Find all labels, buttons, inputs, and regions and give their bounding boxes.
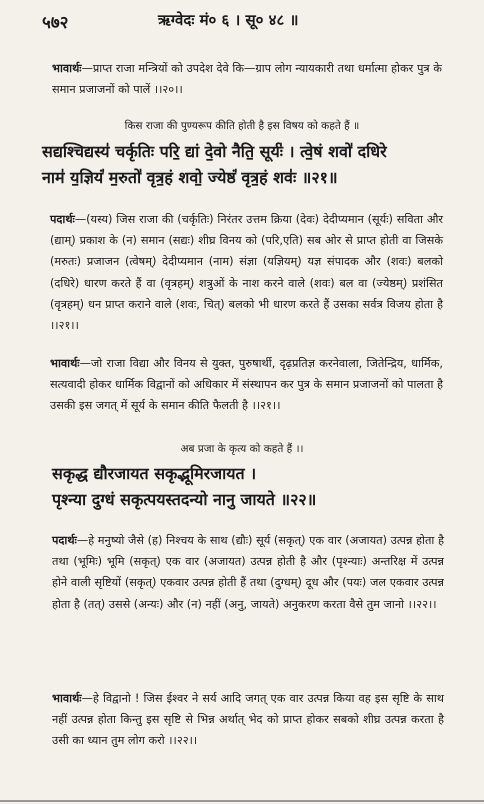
padartha-label: पदार्थः <box>50 213 75 226</box>
bottom-edge-divider <box>0 800 484 802</box>
padartha-paragraph-1 <box>50 209 443 336</box>
bhavartha-text: —हे विद्वानो ! जिस ईश्वर ने सर्य आदि जगत् एक वार उत्पन्न किया वह इस सृष्टि के साथ नहीं उत्पन्न होता किन्तु इस सृष्टि से भिन्न अर्थात् भेद को प्राप्त होकर सबको शीघ्र उत्पन्न करता है उसी का ध्यान तुम लोग करो ।।२२।। <box>52 692 444 748</box>
bhavartha-label: भावार्थः <box>50 357 80 370</box>
subject-intro-1: किस राजा की पुण्यरूप कीति होती है इस विषय को कहते हैं ॥ <box>124 120 360 132</box>
padartha-text: —हे मनुष्यो जैसे (ह) निश्चय के साथ (द्यौः) सूर्य (सकृत्) एक वार (अजायत) उत्पन्न होता है तथा (भूमिः) भूमि (सकृत्) एक वार (अजायत) उत्पन्न होती है और (पृश्न्याः) अन्तरिक्ष में उत्पन्न होने वाली सृष्टियों (सकृत्) एकवार उत्पन्न होती हैं तथा (दुग्धम्) दूध और (पयः) जल एकवार उत्पन्न होता है (तत्) उससे (अन्यः) और (न) नहीं (अनु, जायते) अनुकरण करता वैसे तुम जानो ।।२२।। <box>52 534 444 611</box>
bhavartha-label: भावार्थः <box>52 692 82 705</box>
verse-22-line-2: पृश्न्या दुग्धं सकृत्पयस्तदन्यो नानु जायते ॥२२॥ <box>52 490 317 509</box>
running-head: ऋग्वेदः मं० ६ । सू० ४८ ॥ <box>158 11 299 29</box>
bhavartha-text: —प्राप्त राजा मन्त्रियों को उपदेश देवे कि—ग्राप लोग न्यायकारी तथा धर्मात्मा होकर पुत्र के समान प्रजाजनों को पालें ।।२०।। <box>52 62 442 97</box>
verse-22 <box>52 461 452 513</box>
verse-21-line-2: नाम॑ य॒ज्ञियं॑ म॒रुतो॑ वृत्र॒हं शवो॒ ज्येष्ठं॑ वृत्र॒हं शवः॑ ॥२१॥ <box>42 168 338 187</box>
verse-22-line-1: सकृद्ध द्यौरजायत सकृद्भूमिरजायत । <box>52 464 257 483</box>
bhavartha-label: भावार्थः <box>52 62 82 75</box>
verse-21 <box>42 139 452 191</box>
bhavartha-paragraph-2 <box>50 353 443 417</box>
page-number: ५७२ <box>42 13 69 33</box>
padartha-paragraph-2 <box>52 530 444 615</box>
bhavartha-paragraph-3 <box>52 688 444 752</box>
bhavartha-paragraph-1 <box>52 58 442 100</box>
padartha-label: पदार्थः <box>52 534 77 547</box>
bhavartha-text: —जो राजा विद्या और विनय से युक्त, पुरुषार्थी, दृढ़प्रतिज्ञ करनेवाला, जितेन्द्रिय, धार्मिक, सत्यवादी होकर धार्मिक विद्वानों को अधिकार में संस्थापन कर पुत्र के समान प्रजाजनों को पालता है उसकी इस जगत् में सूर्य के समान कीति फैलती है ।।२१।। <box>50 357 443 413</box>
padartha-text: —(यस्य) जिस राजा की (चर्कृतिः) निरंतर उत्तम क्रिया (देवः) देदीप्यमान (सूर्यः) सविता और (द्याम्) प्रकाश के (न) समान (सद्यः) शीघ्र विनय को (परि,एति) सब ओर से प्राप्त होती वा जिसके (मरुतः) प्रजाजन (त्वेषम्) देदीप्यमान (नाम) संज्ञा (यज्ञियम्) यज्ञ संपादक और (शवः) बलको (दधिरे) धारण करते हैं वा (वृत्रहम्) शत्रुओं के नाश करने वाले (शवः) बल वा (ज्येष्ठम्) प्रशंसित (वृत्रहम्) धन प्राप्त कराने वाले (शवः, चित्) बलको भी धारण करते हैं उसका सर्वत्र विजय होता है ।।२१।। <box>50 213 443 333</box>
subject-intro-2: अब प्रजा के कृत्य को कहते हैं ।। <box>180 443 304 455</box>
verse-21-line-1: सद्यश्चिद्यस्य॑ चर्कृतिः परि॒ द्यां दे॒वो नैति॒ सूर्यः॑ । त्वे॒षं शवो॑ दधिरे <box>42 142 387 161</box>
page-header <box>0 10 484 32</box>
